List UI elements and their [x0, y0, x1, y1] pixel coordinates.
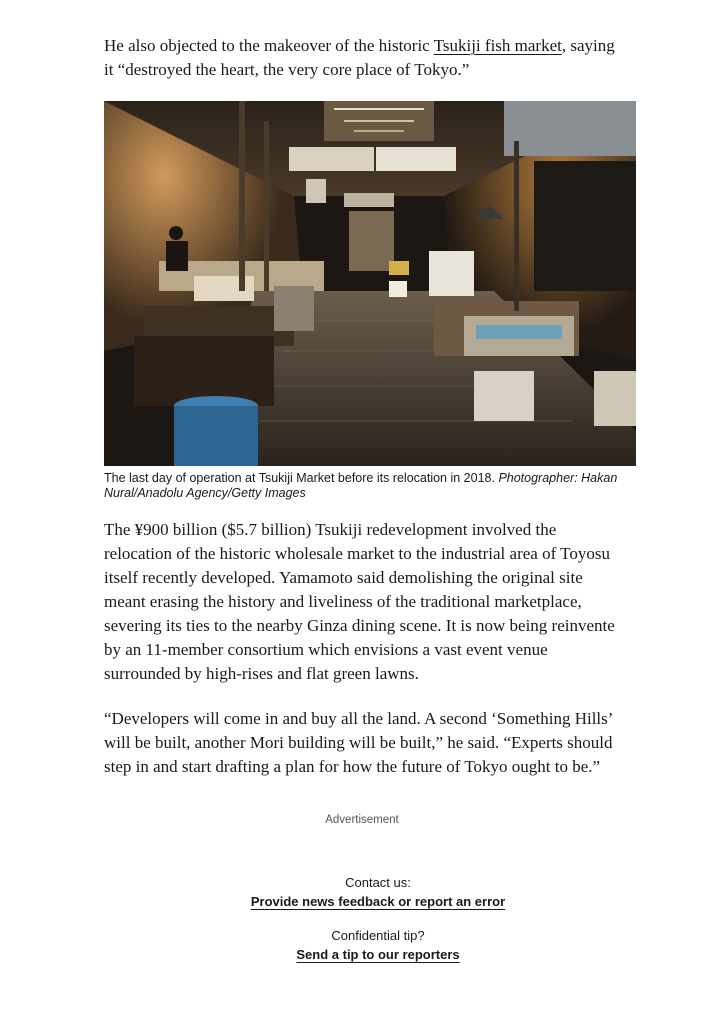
photo-credit: Nural/Anadolu Agency/Getty Images: [104, 486, 306, 500]
paragraph-line: itself recently developed. Yamamoto said demolishing the original site: [104, 568, 583, 587]
contact-label: Contact us:: [345, 875, 411, 890]
advertisement-label: Advertisement: [325, 814, 399, 826]
photo-caption: [104, 471, 644, 501]
contact-link-row: [0, 894, 724, 909]
tip-label: Confidential tip?: [331, 928, 425, 943]
caption-line: [104, 471, 636, 486]
paragraph-text: , saying: [561, 36, 615, 55]
tip-link-row: [0, 947, 724, 962]
article-paragraph-quote: [104, 707, 636, 779]
article-paragraph-intro: [104, 34, 636, 82]
tsukiji-fish-market-link[interactable]: Tsukiji fish market: [433, 36, 562, 55]
paragraph-line: by an 11-member consortium which envisions a vast event venue: [104, 640, 548, 659]
paragraph-line: step in and start drafting a plan for how the future of Tokyo ought to be.”: [104, 757, 601, 776]
market-photo-illustration: [104, 101, 636, 466]
paragraph-line: surrounded by high-rises and flat green lawns.: [104, 664, 419, 683]
paragraph-line: [104, 34, 636, 58]
paragraph-line: relocation of the historic wholesale market to the industrial area of Toyosu: [104, 544, 610, 563]
market-photo: [104, 101, 636, 466]
paragraph-line: it “destroyed the heart, the very core place of Tokyo.”: [104, 60, 470, 79]
paragraph-line: The ¥900 billion ($5.7 billion) Tsukiji redevelopment involved the: [104, 520, 557, 539]
send-tip-link[interactable]: Send a tip to our reporters: [296, 947, 460, 962]
paragraph-line: severing its ties to the nearby Ginza dining scene. It is now being reinvente: [104, 616, 615, 635]
photo-credit: Photographer: Hakan: [498, 471, 618, 485]
caption-text: The last day of operation at Tsukiji Market before its relocation in 2018.: [104, 471, 499, 485]
paragraph-line: “Developers will come in and buy all the land. A second ‘Something Hills’: [104, 709, 614, 728]
feedback-link[interactable]: Provide news feedback or report an error: [250, 894, 506, 909]
paragraph-text: He also objected to the makeover of the historic: [104, 36, 434, 55]
paragraph-line: will be built, another Mori building will be built,” he said. “Experts should: [104, 733, 613, 752]
paragraph-line: meant erasing the history and liveliness of the traditional marketplace,: [104, 592, 582, 611]
article-paragraph-redevelopment: [104, 518, 636, 686]
caption-line: [104, 486, 636, 501]
